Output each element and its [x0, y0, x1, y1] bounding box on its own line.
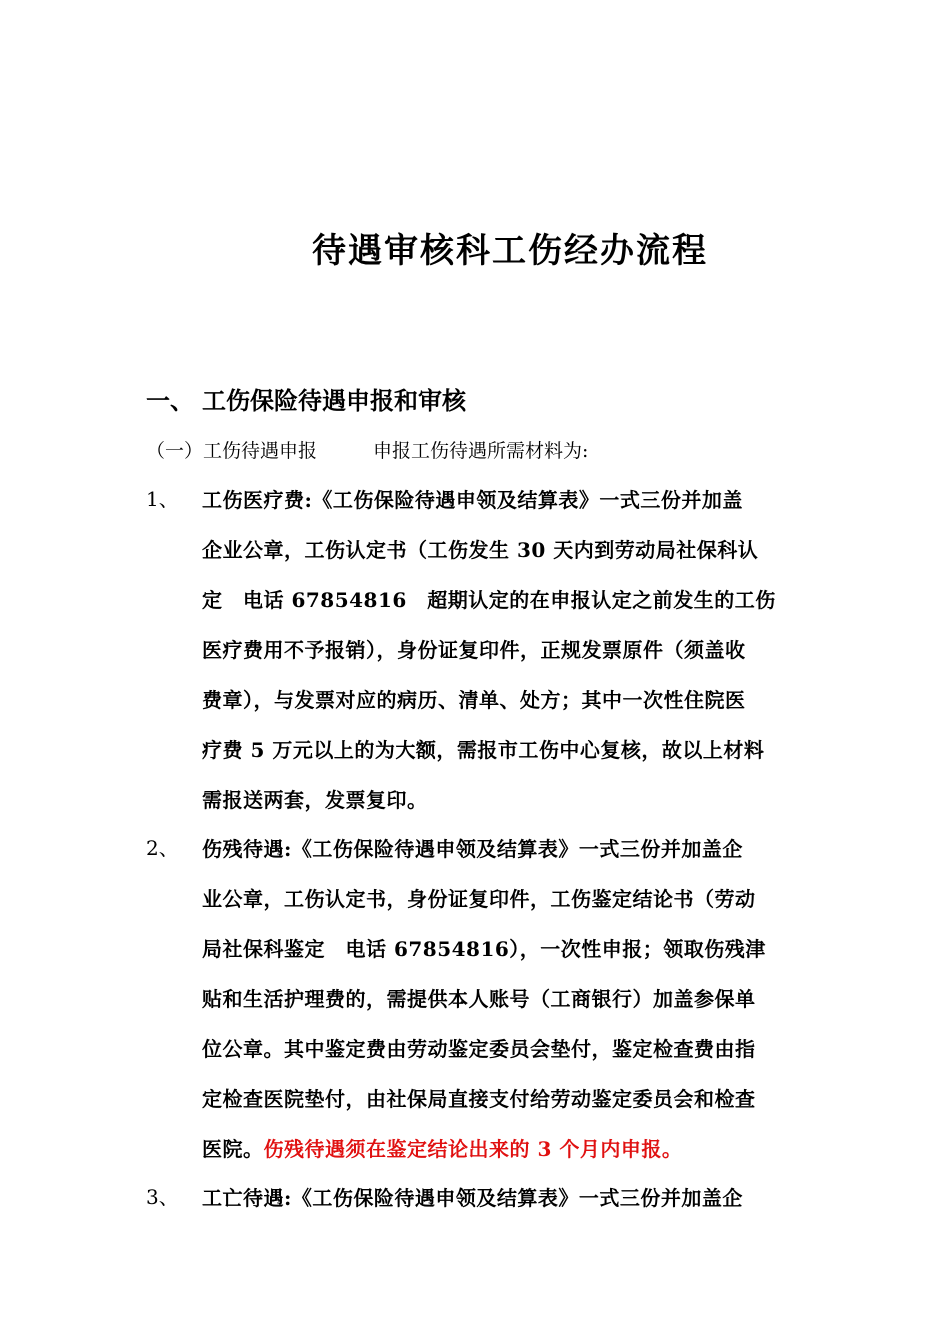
section-number: 一、 — [146, 386, 194, 415]
section-title: 工伤保险待遇申报和审核 — [202, 386, 466, 415]
item-line: 医疗费用不予报销），身份证复印件，正规发票原件（须盖收 — [202, 638, 746, 662]
item-line-last — [202, 1132, 812, 1182]
item-number: 1、 — [146, 487, 179, 511]
item-line: 费章），与发票对应的病历、清单、处方；其中一次性住院医 — [202, 688, 746, 712]
item-line: 工亡待遇:《工伤保险待遇申领及结算表》一式三份并加盖企 — [202, 1186, 743, 1210]
item-line: 贴和生活护理费的，需提供本人账号（工商银行）加盖参保单 — [202, 987, 756, 1011]
subsection-text: 申报工伤待遇所需材料为: — [373, 440, 589, 462]
item-line: 企业公章，工伤认定书（工伤发生 30 天内到劳动局社保科认 — [202, 538, 759, 562]
item-line: 伤残待遇:《工伤保险待遇申领及结算表》一式三份并加盖企 — [202, 837, 743, 861]
deadline-warning: 伤残待遇须在鉴定结论出来的 3 个月内申报。 — [263, 1137, 683, 1161]
item-number: 2、 — [146, 836, 179, 860]
item-line: 工伤医疗费:《工伤保险待遇申领及结算表》一式三份并加盖 — [202, 488, 743, 512]
item-line: 位公章。其中鉴定费由劳动鉴定委员会垫付，鉴定检查费由指 — [202, 1037, 756, 1061]
section-heading — [146, 381, 466, 421]
item-line: 定 电话 67854816 超期认定的在申报认定之前发生的工伤 — [202, 588, 776, 612]
item-line: 疗费 5 万元以上的为大额，需报市工伤中心复核，故以上材料 — [202, 738, 765, 762]
item-line: 业公章，工伤认定书，身份证复印件，工伤鉴定结论书（劳动 — [202, 887, 756, 911]
item-line: 需报送两套，发票复印。 — [202, 788, 428, 812]
item-number: 3、 — [146, 1185, 179, 1209]
subsection-heading — [146, 434, 588, 468]
item-line: 局社保科鉴定 电话 67854816），一次性申报；领取伤残津 — [202, 937, 766, 961]
item-line-text: 医院。 — [202, 1137, 264, 1161]
subsection-label: （一）工伤待遇申报 — [146, 440, 318, 462]
page-title: 待遇审核科工伤经办流程 — [312, 231, 708, 271]
item-line: 定检查医院垫付，由社保局直接支付给劳动鉴定委员会和检查 — [202, 1087, 756, 1111]
